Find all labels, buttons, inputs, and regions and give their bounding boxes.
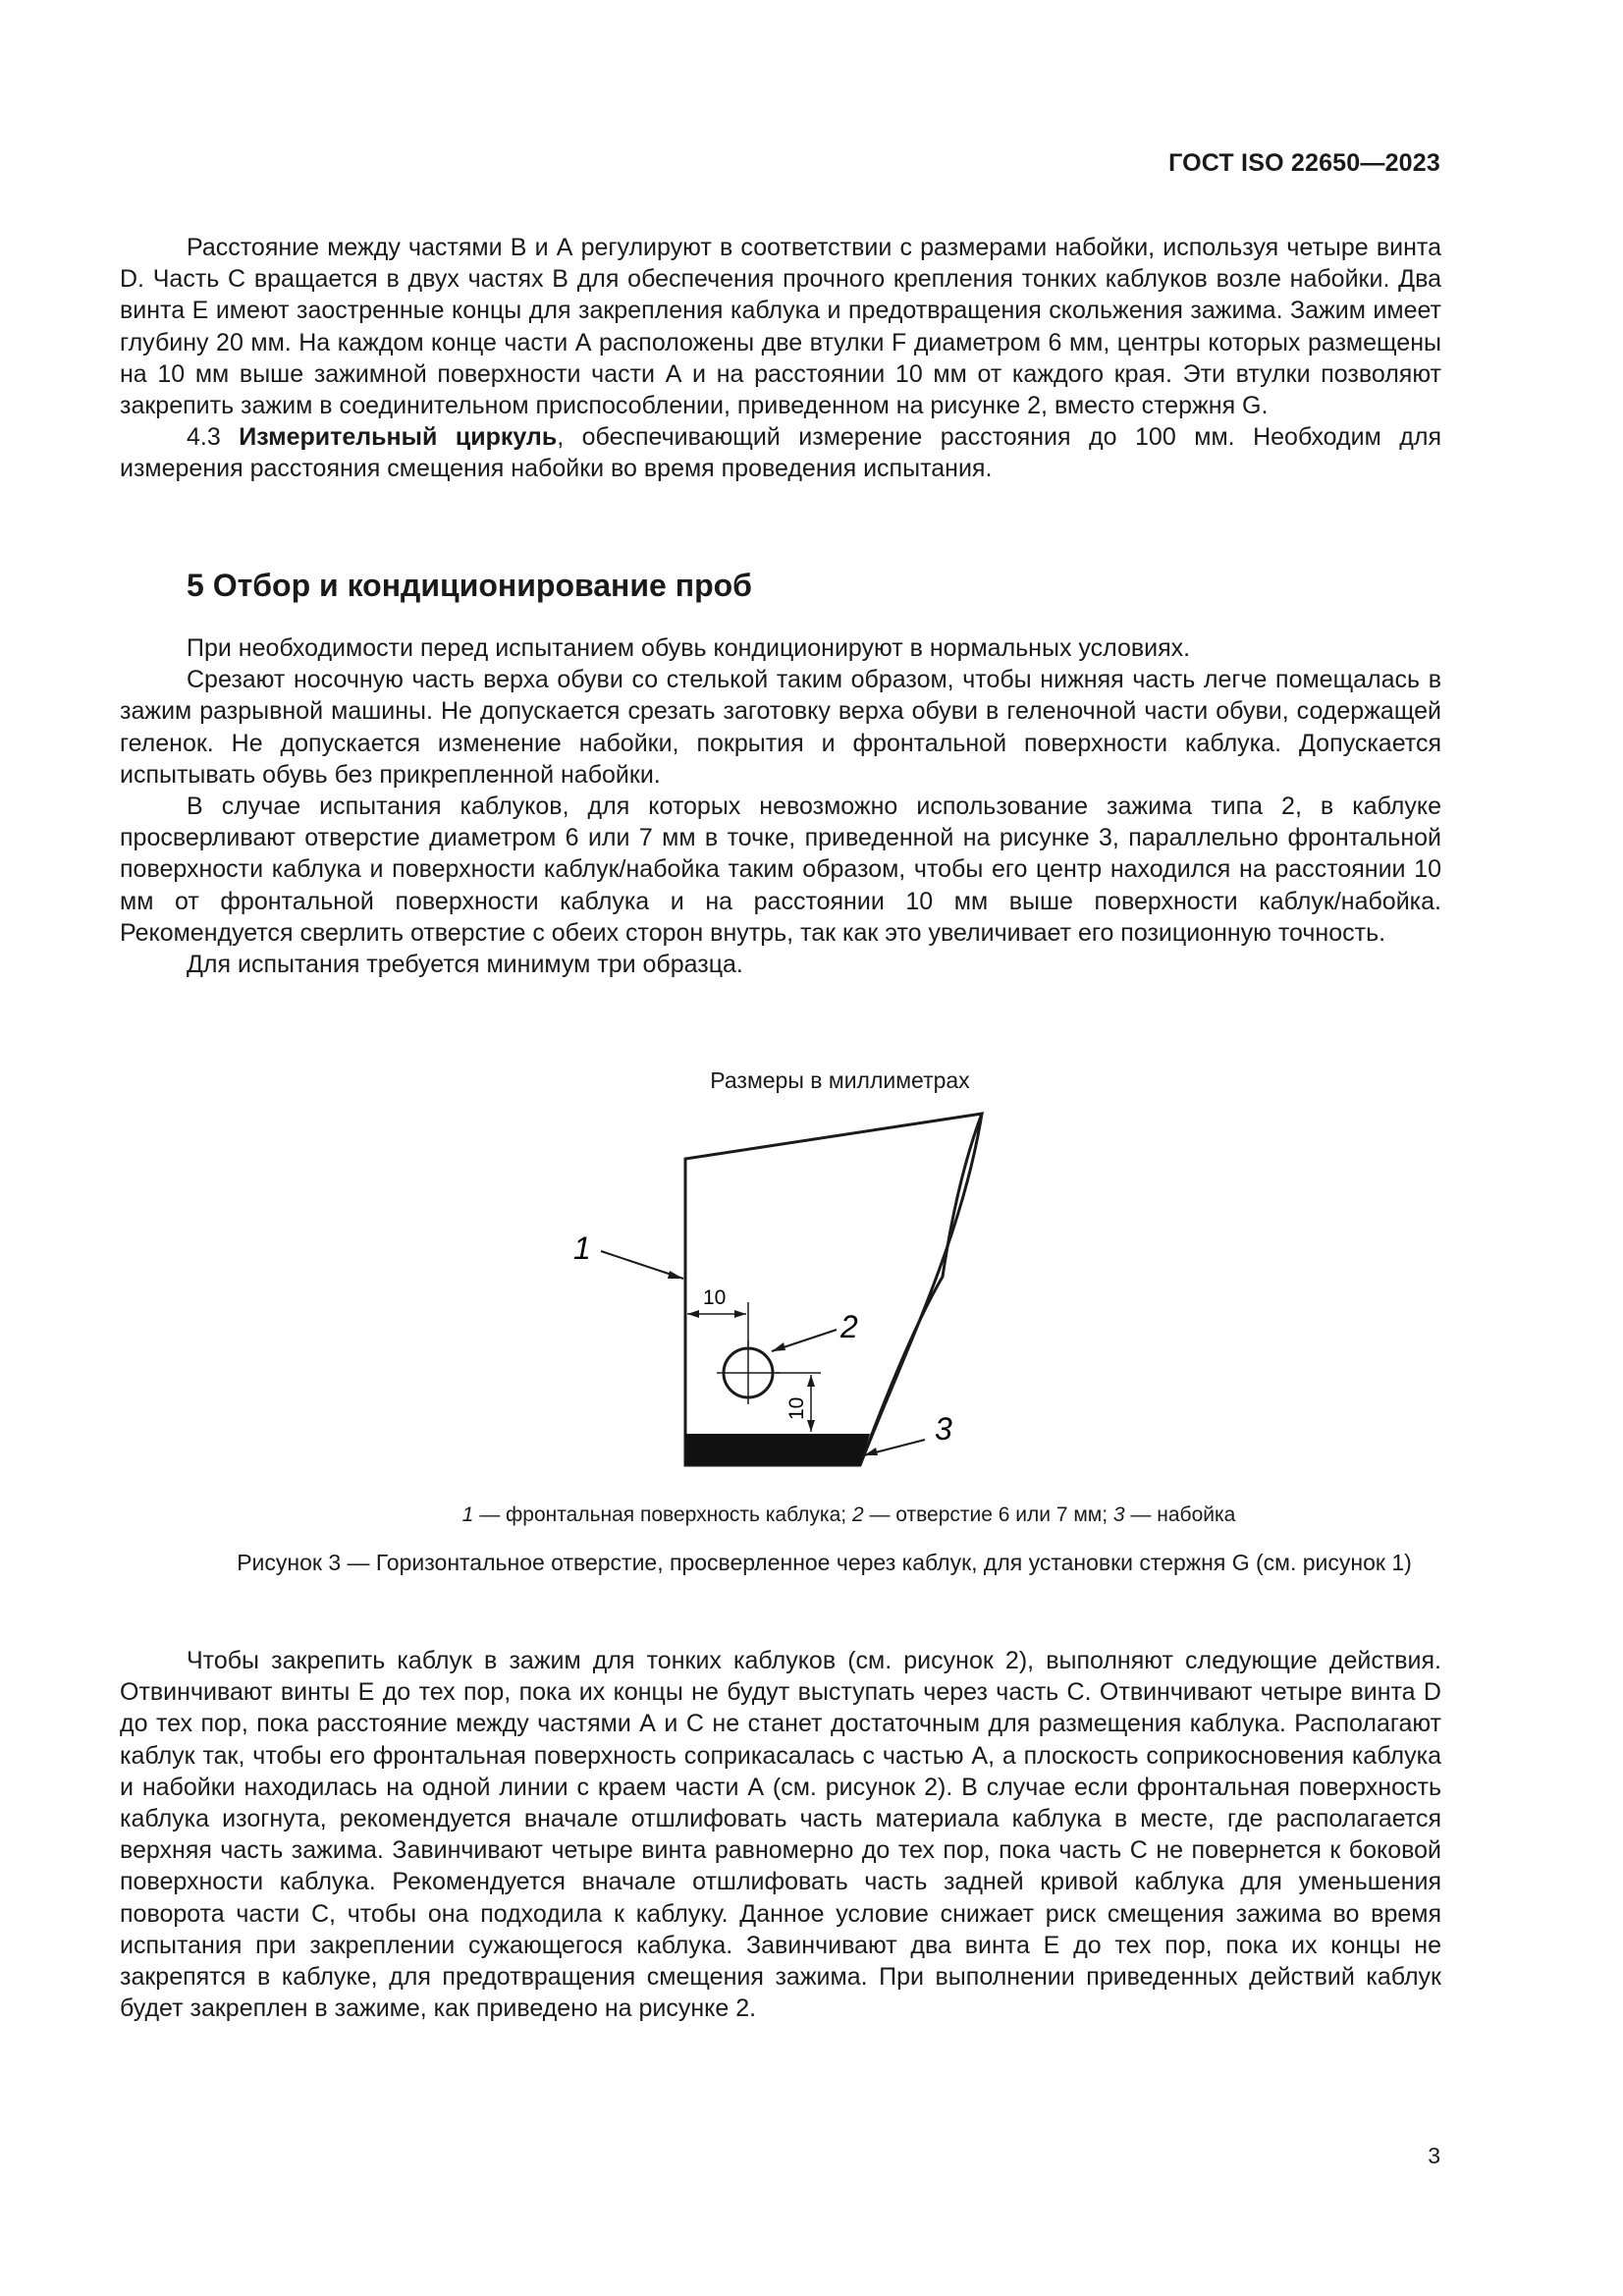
legend-text: — фронтальная поверхность каблука;	[473, 1503, 852, 1526]
leader-2-arrow	[772, 1342, 785, 1351]
callout-2-label: 2	[840, 1309, 858, 1344]
page-number: 3	[1428, 2143, 1440, 2168]
clause-term: Измерительный циркуль	[239, 423, 558, 452]
dim-v-label: 10	[785, 1396, 808, 1420]
figure-caption: Рисунок 3 — Горизонтальное отверстие, просверленное через каблук, для установки стержня G (см. рисунок 1)	[237, 1550, 1412, 1575]
legend-number: 3	[1112, 1503, 1125, 1526]
callout-3-label: 3	[935, 1411, 952, 1447]
legend-text: — отверстие 6 или 7 мм;	[863, 1503, 1113, 1526]
section-heading: 5 Отбор и кондиционирование проб	[187, 568, 752, 603]
paragraph-drilling: В случае испытания каблуков, для которых невозможно использование зажима типа 2, в каблуке просверливают отверстие диаметром 6 или 7 мм в точке, приведенной на рисунке 3, параллельно фронтальной поверхности каблука и поверхности каблук/набойка таким образом, чтобы его центр находился на расстоянии 10 мм от фронтальной поверхности каблука и на расстоянии 10 мм выше поверхности каблук/набойка. Рекомендуется сверлить отверстие с обеих сторон внутрь, так как это увеличивает его позиционную точность.	[120, 793, 1441, 947]
dim-h-arrow-left	[687, 1310, 699, 1318]
clause-text: , обеспечивающий измерение расстояния до 100 мм. Необходим для измерения расстояния смещения набойки во время проведения испытания.	[120, 423, 1441, 483]
legend-text: — набойка	[1124, 1503, 1236, 1526]
text-block-clamping-procedure	[120, 1645, 1441, 2024]
paragraph-conditioning: При необходимости перед испытанием обувь кондиционируют в нормальных условиях.	[187, 634, 1191, 662]
callout-1-label: 1	[573, 1230, 591, 1266]
document-code: ГОСТ ISO 22650—2023	[1168, 149, 1440, 177]
dim-h-label: 10	[703, 1286, 727, 1309]
legend-number: 1	[461, 1503, 474, 1526]
figure-legend	[0, 1503, 1623, 1527]
paragraph-cutting: Срезают носочную часть верха обуви со стелькой таким образом, чтобы нижняя часть легче помещалась в зажим разрывной машины. Не допускается срезать заготовку верха обуви в геленочной части обуви, содержащей геленок. Не допускается изменение набойки, покрытия и фронтальной поверхности каблука. Допускается испытывать обувь без прикрепленной набойки.	[120, 666, 1441, 789]
paragraph-clamp-adjustment: Расстояние между частями В и А регулируют в соответствии с размерами набойки, используя четыре винта D. Часть С вращается в двух частях В для обеспечения прочного крепления тонких каблуков возле набойки. Два винта Е имеют заостренные концы для закрепления каблука и предотвращения скольжения зажима. Зажим имеет глубину 20 мм. На каждом конце части А расположены две втулки F диаметром 6 мм, центры которых размещены на 10 мм выше зажимной поверхности части А и на расстоянии 10 мм от каждого края. Эти втулки позволяют закрепить зажим в соединительном приспособлении, приведенном на рисунке 2, вместо стержня G.	[120, 234, 1441, 420]
dim-v-arrow-bottom	[807, 1420, 815, 1432]
paragraph-sample-count: Для испытания требуется минимум три образца.	[187, 951, 743, 979]
figure-units-note: Размеры в миллиметрах	[710, 1067, 970, 1093]
legend-number: 2	[851, 1503, 864, 1526]
leader-1-arrow	[668, 1271, 683, 1279]
dim-v-arrow-top	[807, 1375, 815, 1387]
dim-h-arrow-right	[734, 1310, 746, 1318]
paragraph-clamping: Чтобы закрепить каблук в зажим для тонких каблуков (см. рисунок 2), выполняют следующие действия. Отвинчивают винты Е до тех пор, пока их концы не будут выступать через часть С. Отвинчивают четыре винта D до тех пор, пока расстояние между частями А и С не станет достаточным для размещения каблука. Располагают каблук так, чтобы его фронтальная поверхность соприкасалась с частью А, а плоскость соприкосновения каблука и набойки находилась на одной линии с краем части А (см. рисунок 2). В случае если фронтальная поверхность каблука изогнута, рекомендуется вначале отшлифовать часть материала каблука в месте, где располагается верхняя часть зажима. Завинчивают четыре винта равномерно до тех пор, пока часть С не повернется к боковой поверхности каблука. Рекомендуется вначале отшлифовать часть задней кривой каблука для уменьшения поворота части С, чтобы она подходила к каблуку. Данное условие снижает риск смещения зажима во время испытания при закреплении сужающегося каблука. Завинчивают два винта Е до тех пор, пока их концы не закрепятся в каблуке, для предотвращения смещения зажима. При выполнении приведенных действий каблук будет закреплен в зажиме, как приведено на рисунке 2.	[120, 1647, 1441, 2023]
clause-number: 4.3	[187, 423, 221, 452]
top-piece-shape	[685, 1434, 870, 1465]
